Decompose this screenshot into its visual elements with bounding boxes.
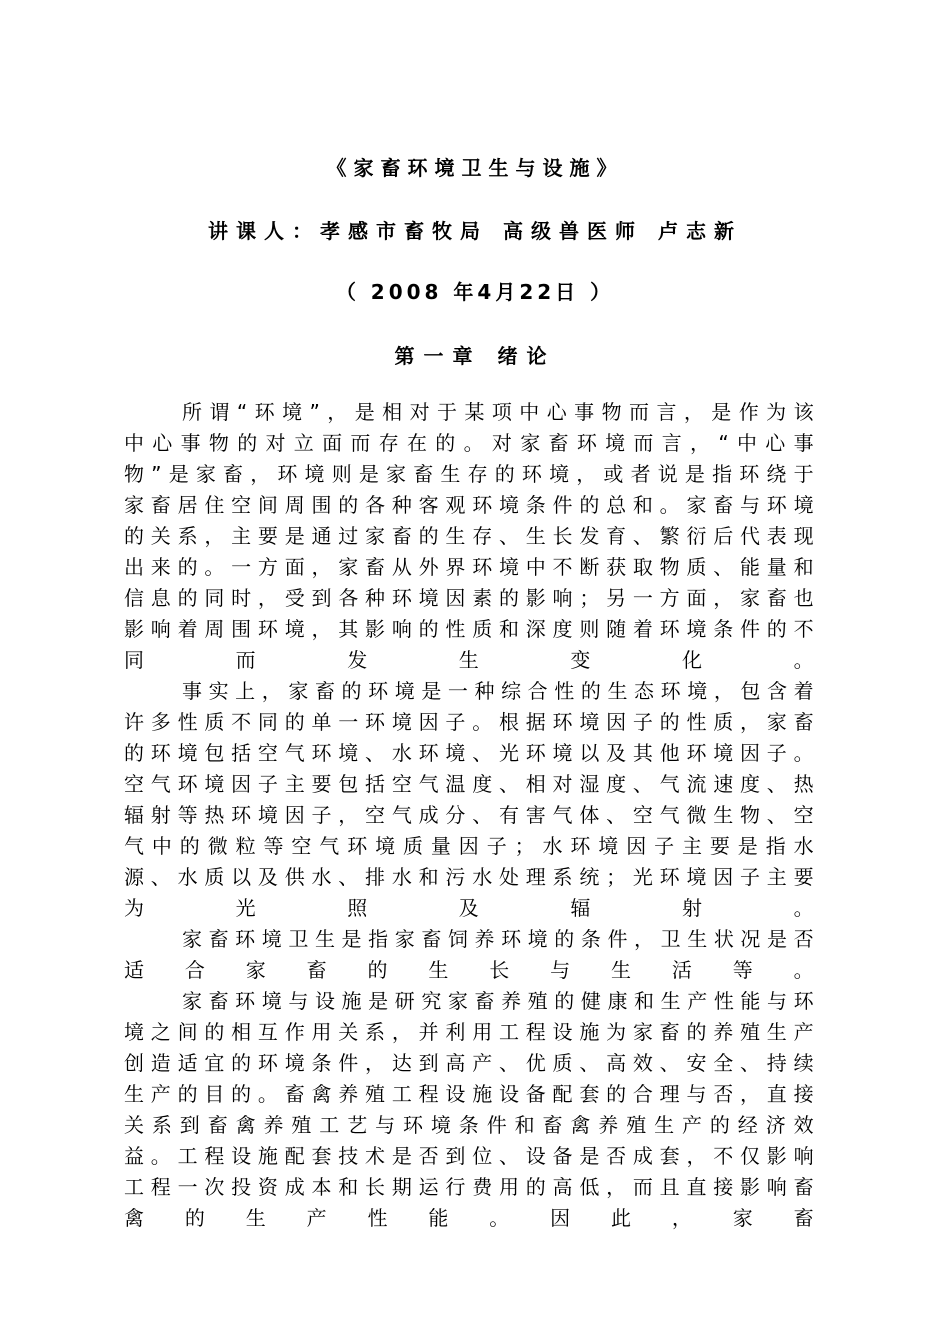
chapter-heading: 第一章 绪论 — [394, 344, 556, 368]
document-title: 《家畜环境卫生与设施》 — [326, 156, 624, 180]
body-text — [124, 397, 820, 1234]
date-line: （ 2008 年4月22日 ） — [335, 280, 615, 304]
paragraph-environment-definition: 所谓“环境”，是相对于某项中心事物而言，是作为该中心事物的对立面而存在的。对家畜环境而言，“中心事物”是家畜，环境则是家畜生存的环境，或者说是指环绕于家畜居住空间周围的各种客观环境条件的总和。家畜与环境的关系，主要是通过家畜的生存、生长发育、繁衍后代表现出来的。一方面，家畜从外界环境中不断获取物质、能量和信息的同时，受到各种环境因素的影响；另一方面，家畜也影响着周围环境，其影响的性质和深度则随着环境条件的不同而发生变化。 — [124, 400, 820, 672]
lecturer-line: 讲课人：孝感市畜牧局 高级兽医师 卢志新 — [208, 219, 742, 243]
paragraph-environment-factors: 事实上，家畜的环境是一种综合性的生态环境，包含着许多性质不同的单一环境因子。根据环境因子的性质，家畜的环境包括空气环境、水环境、光环境以及其他环境因子。空气环境因子主要包括空气温度、相对湿度、气流速度、热辐射等热环境因子，空气成分、有害气体、空气微生物、空气中的微粒等空气环境质量因子；水环境因子主要是指水源、水质以及供水、排水和污水处理系统；光环境因子主要为光照及辐射。 — [124, 679, 820, 920]
paragraph-facilities: 家畜环境与设施是研究家畜养殖的健康和生产性能与环境之间的相互作用关系，并利用工程设施为家畜的养殖生产创造适宜的环境条件，达到高产、优质、高效、安全、持续生产的目的。畜禽养殖工程设施设备配套的合理与否，直接关系到畜禽养殖工艺与环境条件和畜禽养殖生产的经济效益。工程设施配套技术是否到位、设备是否成套，不仅影响工程一次投资成本和长期运行费用的高低，而且直接影响畜禽的生产性能。因此，家畜 — [124, 989, 820, 1230]
paragraph-hygiene-definition: 家畜环境卫生是指家畜饲养环境的条件，卫生状况是否适合家畜的生长与生活等。 — [124, 927, 820, 982]
